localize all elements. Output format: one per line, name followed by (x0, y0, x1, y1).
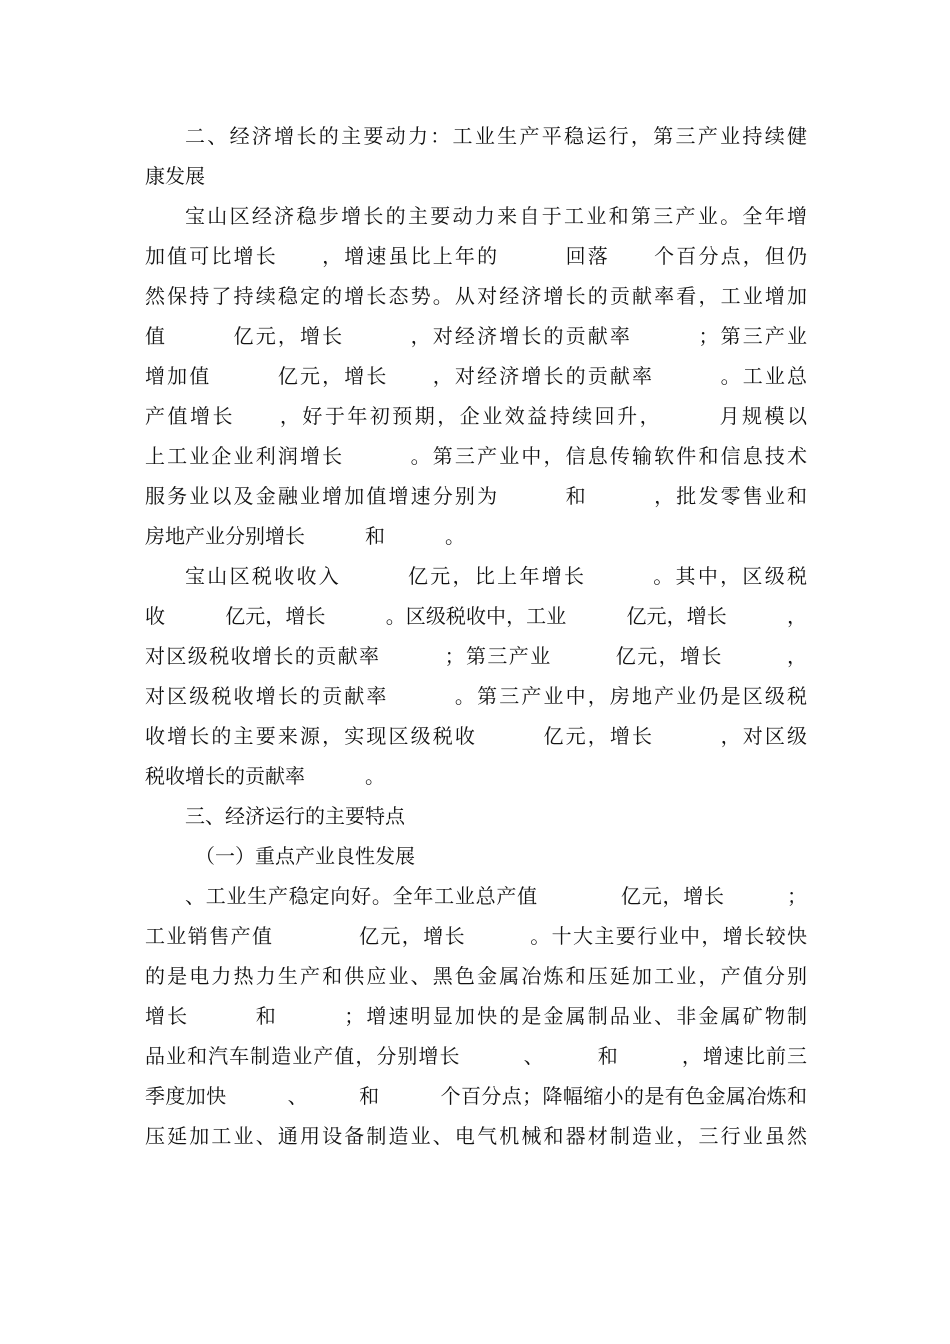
paragraph-line: 宝山区税收收入 亿元，比上年增长 。其中，区级税 (185, 564, 807, 588)
paragraph-line: 的是电力热力生产和供应业、黑色金属冶炼和压延加工业，产值分别 (145, 964, 807, 988)
paragraph-line: 收 亿元，增长 。区级税收中，工业 亿元，增长 ， (145, 604, 807, 628)
paragraph-line: 压延加工业、通用设备制造业、电气机械和器材制造业，三行业虽然 (145, 1124, 807, 1148)
subsection-heading-1: （一）重点产业良性发展 (195, 844, 415, 868)
paragraph-line: 房地产业分别增长 和 。 (145, 524, 465, 548)
paragraph-line: 值 亿元，增长 ，对经济增长的贡献率 ；第三产业 (145, 324, 807, 348)
paragraph-line: 税收增长的贡献率 。 (145, 764, 385, 788)
paragraph-line: 服务业以及金融业增加值增速分别为 和 ，批发零售业和 (145, 484, 807, 508)
paragraph-line: 收增长的主要来源，实现区级税收 亿元，增长 ，对区级 (145, 724, 807, 748)
section-heading-2: 二、经济增长的主要动力：工业生产平稳运行，第三产业持续健 (185, 124, 807, 148)
paragraph-line: 增加值 亿元，增长 ，对经济增长的贡献率 。工业总 (145, 364, 807, 388)
paragraph-line: 工业销售产值 亿元，增长 。十大主要行业中，增长较快 (145, 924, 807, 948)
paragraph-line: 加值可比增长 ，增速虽比上年的 回落 个百分点，但仍 (145, 244, 807, 268)
paragraph-line: 对区级税收增长的贡献率 。第三产业中，房地产业仍是区级税 (145, 684, 807, 708)
paragraph-line: 、工业生产稳定向好。全年工业总产值 亿元，增长 ； (185, 884, 807, 908)
section-heading-2-cont: 康发展 (145, 164, 205, 188)
paragraph-line: 季度加快 、 和 个百分点；降幅缩小的是有色金属冶炼和 (145, 1084, 807, 1108)
section-heading-3: 三、经济运行的主要特点 (185, 804, 405, 828)
paragraph-line: 宝山区经济稳步增长的主要动力来自于工业和第三产业。全年增 (185, 204, 807, 228)
paragraph-line: 对区级税收增长的贡献率 ；第三产业 亿元，增长 ， (145, 644, 807, 668)
paragraph-line: 然保持了持续稳定的增长态势。从对经济增长的贡献率看，工业增加 (145, 284, 807, 308)
paragraph-line: 产值增长 ，好于年初预期，企业效益持续回升， 月规模以 (145, 404, 807, 428)
paragraph-line: 品业和汽车制造业产值，分别增长 、 和 ，增速比前三 (145, 1044, 807, 1068)
paragraph-line: 增长 和 ；增速明显加快的是金属制品业、非金属矿物制 (145, 1004, 807, 1028)
paragraph-line: 上工业企业利润增长 。第三产业中，信息传输软件和信息技术 (145, 444, 807, 468)
